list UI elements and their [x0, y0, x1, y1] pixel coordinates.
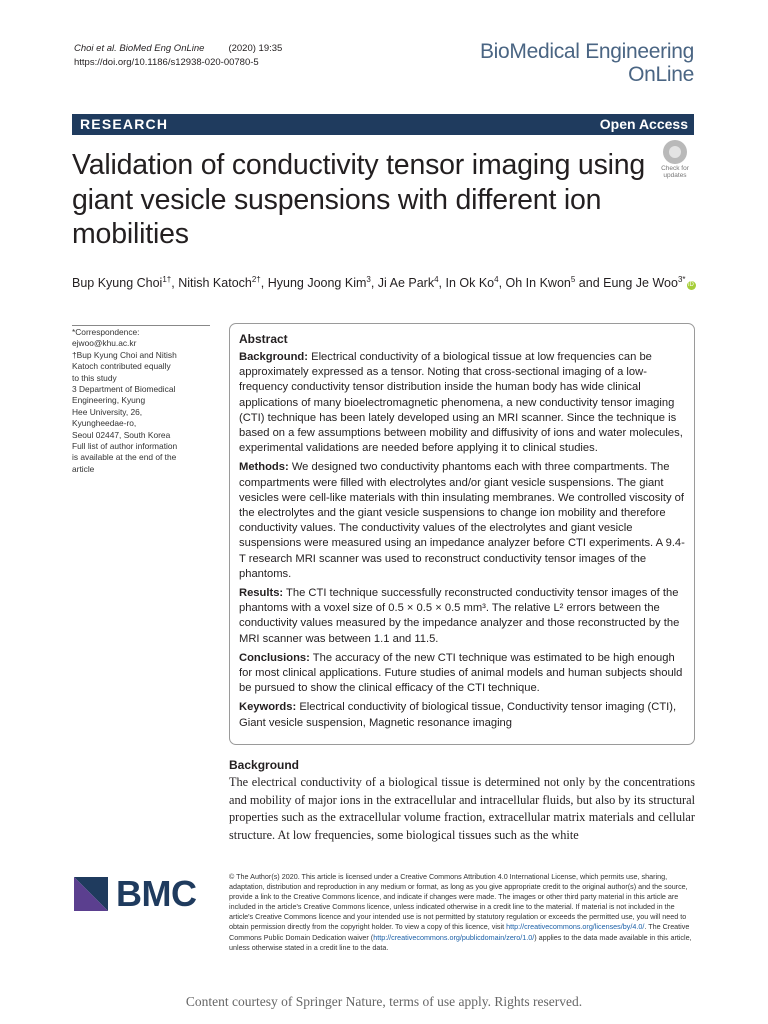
updates-label: updates [663, 172, 687, 179]
article-type-label: RESEARCH [80, 116, 169, 132]
sidebar-line: *Correspondence: [72, 327, 140, 337]
abstract-section-text: We designed two conductivity phantoms each with three compartments. The compartments were filled with electrolytes and/or giant vesicle suspensions. The giant vesicles were cell-like materials with thin insulating membranes. We controlled viscosity of the electrolytes and the giant vesicle suspensions to change ion mobility and therefore conductivity values. The conductivity values of the electrolytes and giant vesicle suspensions were measured using an impedance analyzer before CTI experiments. A 9.4-T research MRI scanner was used to reconstruct conductivity tensor images of the phantoms. [239, 461, 685, 580]
bmc-logo-icon [74, 877, 108, 911]
author-name: Oh In Kwon [505, 276, 571, 291]
abstract-section [239, 350, 686, 456]
body-paragraph: The electrical conductivity of a biological tissue is determined not only by the concentrations and mobility of major ions in the extracellular and intracellular fluids, but also by its structural properties such as the extracellular volume fraction, extracellular matrix materials and cellular structure. At low frequencies, some biological tissues such as the white [229, 775, 695, 842]
citation-journal: Choi et al. BioMed Eng OnLine [74, 43, 205, 54]
author-name: In Ok Ko [445, 276, 495, 291]
abstract-section [239, 586, 686, 647]
abstract-section [239, 460, 686, 582]
bmc-logo [74, 873, 214, 914]
sidebar-line: article [72, 463, 95, 474]
sidebar-line: Katoch contributed equally [72, 361, 171, 372]
abstract-section-label: Conclusions: [239, 651, 310, 664]
citation [74, 42, 282, 70]
abstract-section-text: The accuracy of the new CTI technique was estimated to be high enough for most clinical applications. Future studies of animal models and human subjects should be pursued to show the clinical efficacy of the CTI technique. [239, 651, 683, 695]
open-access-label: Open Access [599, 116, 688, 132]
sidebar-line: Seoul 02447, South Korea [72, 429, 171, 440]
author-separator: , [370, 276, 378, 291]
author-name: Ji Ae Park [377, 276, 435, 291]
doi-link[interactable]: https://doi.org/10.1186/s12938-020-00780-5 [74, 57, 259, 68]
sidebar-line: Kyungheedae-ro, [72, 418, 137, 429]
abstract-heading: Abstract [239, 332, 288, 346]
brand-line-2: OnLine [628, 63, 694, 86]
article-type-bar [72, 114, 694, 135]
update-icon [663, 140, 687, 164]
journal-brand [480, 40, 694, 86]
abstract-section-label: Methods: [239, 461, 289, 474]
sidebar-line: Full list of author information [72, 441, 178, 452]
sidebar-line[interactable]: ejwoo@khu.ac.kr [72, 338, 137, 349]
license-link[interactable]: http://creativecommons.org/licenses/by/4.0/ [506, 922, 645, 932]
abstract-section-label: Keywords: [239, 701, 297, 714]
check-for-updates-badge[interactable] [655, 140, 695, 180]
sidebar-divider [72, 325, 210, 326]
author-affiliation: 5 [570, 275, 576, 284]
abstract-sections [239, 350, 686, 731]
article-title: Validation of conductivity tensor imaging using giant vesicle suspensions with different ion mobilities [72, 149, 646, 250]
abstract-section-text: Electrical conductivity of a biological tissue at low frequencies can be approximately expressed as a tensor. Noting that cross-sectional imaging of a low-frequency conductivity tensor distribution inside the human body has wide clinical applications of many bioelectromagnetic phenomena, a new conductivity tensor imaging (CTI) technique has been lately developed using an MRI scanner. Since the technique is based on a few assumptions between mobility and diffusivity of ions and water molecules, experimental validations are needed before applying it to clinical studies. [239, 351, 683, 455]
check-for-label: Check for [661, 165, 689, 172]
author-separator: and [575, 276, 604, 291]
author-affiliation: 4 [434, 275, 439, 284]
footer-note: Content courtesy of Springer Nature, terms of use apply. Rights reserved. [185, 994, 583, 1009]
author-affiliation: 4 [494, 275, 499, 284]
abstract-box [229, 323, 695, 745]
correspondence-sidebar [72, 327, 212, 475]
author-separator: , [260, 276, 268, 291]
author-list [72, 272, 712, 291]
sidebar-line: Hee University, 26, [72, 406, 143, 417]
author-affiliation: 1† [162, 275, 172, 284]
license-text [229, 872, 695, 953]
author-affiliation: 2† [251, 275, 261, 284]
abstract-section-text: The CTI technique successfully reconstructed conductivity tensor images of the phantoms with a voxel size of 0.5 × 0.5 × 0.5 mm³. The relative L² errors between the conductivity values measured by the impedance analyzer and those reconstructed by the MRI scanner was between 1.1 and 11.5. [239, 587, 680, 645]
author-name: Bup Kyung Choi [72, 276, 163, 291]
sidebar-line: †Bup Kyung Choi and Nitish [72, 349, 177, 360]
author-name: Eung Je Woo [603, 276, 678, 291]
abstract-section-text: Electrical conductivity of biological tissue, Conductivity tensor imaging (CTI), Giant vesicle suspension, Magnetic resonance imaging [239, 701, 677, 729]
author-separator: , [438, 276, 446, 291]
license-part-2: . The Creative Commons Public Domain Dedication waiver ( [229, 922, 690, 942]
brand-line-1: BioMedical Engineering [479, 40, 694, 63]
abstract-section [239, 700, 686, 730]
sidebar-line: is available at the end of the [72, 452, 177, 463]
abstract-section-label: Background: [239, 351, 308, 363]
abstract-section [239, 651, 686, 697]
license-part-3: ) applies to the data made available in this article, unless otherwise stated in a credit line to the data. [229, 932, 692, 952]
abstract-section-label: Results: [239, 587, 284, 600]
sidebar-line: 3 Department of Biomedical [72, 384, 176, 395]
author-name: Hyung Joong Kim [267, 276, 367, 291]
sidebar-line: to this study [72, 372, 117, 383]
sidebar-line: Engineering, Kyung [72, 395, 146, 406]
orcid-icon[interactable]: iD [688, 282, 694, 289]
section-heading: Background [229, 758, 300, 772]
author-separator: , [498, 276, 506, 291]
public-domain-link[interactable]: http://creativecommons.org/publicdomain/zero/1.0/ [373, 932, 535, 942]
author-name: Nitish Katoch [178, 276, 252, 291]
license-part-1: © The Author(s) 2020. This article is licensed under a Creative Commons Attribution 4.0 International License, which permits use, sharing, adaptation, distribution and reproduction in any medium or format, as long as you give appropriate credit to the original author(s) and the source, provide a link to the Creative Commons licence, and indicate if changes were made. The images or other third party material in this article are included in the article's Creative Commons licence, unless indicated otherwise in a credit line to the material. If material is not included in the article's Creative Commons licence and your intended use is not permitted by statutory regulation or exceeds the permitted use, you will need to obtain permission directly from the copyright holder. To view a copy of this licence, visit [229, 872, 688, 932]
author-separator: , [171, 276, 179, 291]
bmc-logo-text: BMC [116, 873, 197, 914]
author-affiliation: 3* [677, 275, 686, 284]
author-affiliation: 3 [366, 275, 371, 284]
citation-year: (2020) 19:35 [228, 43, 283, 54]
